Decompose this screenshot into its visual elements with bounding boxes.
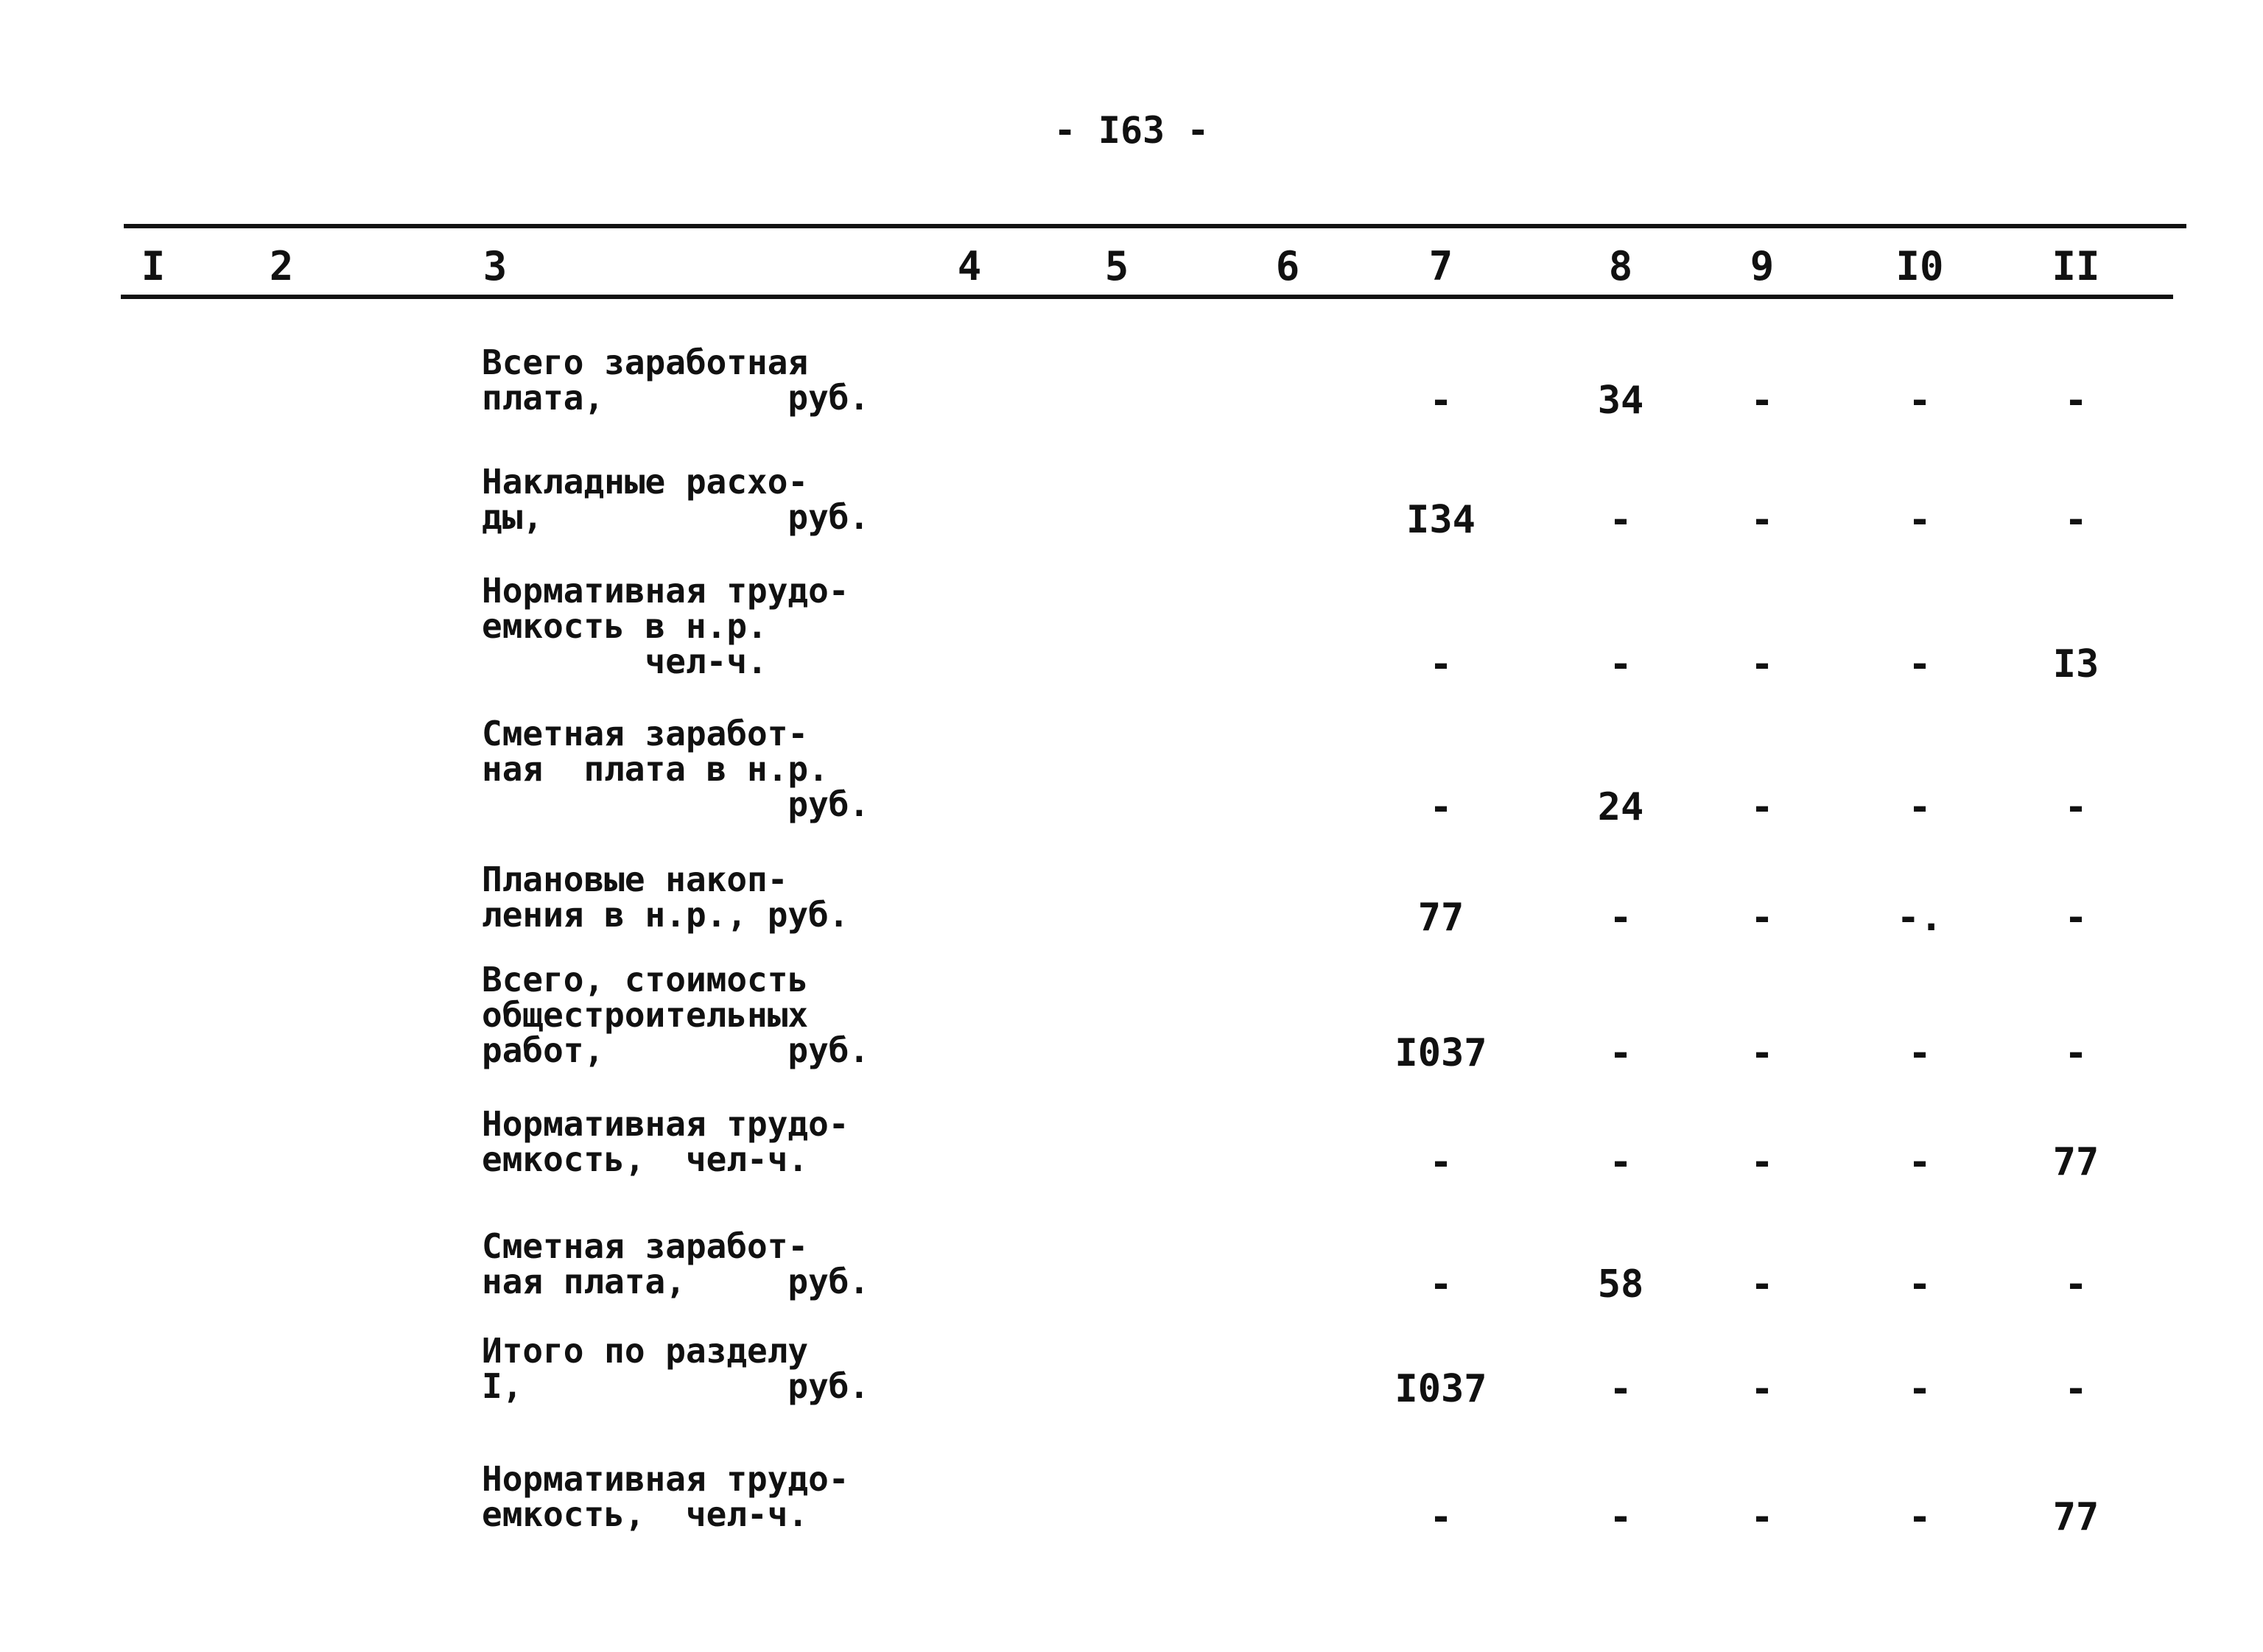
column-header: 9	[1750, 243, 1775, 289]
page-number: - I63 -	[1053, 109, 1210, 152]
cell-col-7: -	[1429, 1140, 1453, 1184]
cell-col-10: -.	[1896, 896, 1943, 940]
row-label	[482, 342, 870, 418]
row-label-line: Итого по разделу	[482, 1331, 809, 1371]
column-header: I	[141, 243, 166, 289]
cell-col-11: I3	[2052, 642, 2099, 686]
cell-col-7: I34	[1406, 498, 1476, 542]
cell-col-11: -	[2064, 1367, 2088, 1411]
cell-col-9: -	[1750, 1140, 1774, 1184]
row-label	[482, 462, 870, 537]
row-label-line: Плановые накоп-	[482, 860, 788, 899]
column-header: II	[2052, 243, 2100, 289]
cell-col-10: -	[1908, 1367, 1932, 1411]
cell-col-7: I037	[1394, 1031, 1487, 1075]
cell-col-11: -	[2064, 785, 2088, 829]
cell-col-8: -	[1609, 1031, 1632, 1075]
cell-col-9: -	[1750, 1367, 1774, 1411]
cell-col-11: -	[2064, 1031, 2088, 1075]
row-label	[482, 860, 865, 935]
cell-col-8: -	[1609, 642, 1632, 686]
table-top-rule	[124, 224, 2186, 228]
row-label-line: чел-ч.	[482, 642, 768, 681]
row-label-line: емкость, чел-ч.	[482, 1139, 809, 1179]
column-header: 4	[957, 243, 982, 289]
cell-col-10: -	[1908, 1140, 1932, 1184]
cell-col-9: -	[1750, 498, 1774, 542]
row-label-line: плата, руб.	[482, 378, 870, 418]
row-label-line: общестроительных	[482, 995, 809, 1035]
cell-col-7: 77	[1417, 896, 1464, 940]
column-header: 7	[1428, 243, 1453, 289]
cell-col-7: -	[1429, 642, 1453, 686]
cell-col-11: -	[2064, 379, 2088, 423]
row-label	[482, 1226, 870, 1301]
cell-col-8: 58	[1597, 1262, 1644, 1307]
cell-col-8: -	[1609, 1495, 1632, 1539]
row-label-line: ная плата, руб.	[482, 1262, 870, 1301]
row-label-line: Нормативная трудо-	[482, 571, 849, 611]
cell-col-9: -	[1750, 379, 1774, 423]
cell-col-9: -	[1750, 642, 1774, 686]
cell-col-7: I037	[1394, 1367, 1487, 1411]
cell-col-11: 77	[2052, 1140, 2099, 1184]
cell-col-10: -	[1908, 1031, 1932, 1075]
cell-col-11: 77	[2052, 1495, 2099, 1539]
cell-col-8: -	[1609, 498, 1632, 542]
row-label	[482, 960, 870, 1070]
row-label-line: Всего заработная	[482, 342, 809, 382]
cell-col-11: -	[2064, 498, 2088, 542]
column-header: 5	[1104, 243, 1129, 289]
cell-col-7: -	[1429, 1495, 1453, 1539]
row-label-line: Нормативная трудо-	[482, 1104, 849, 1144]
cell-col-9: -	[1750, 1495, 1774, 1539]
row-label-line: ная плата в н.р.	[482, 749, 829, 789]
cell-col-10: -	[1908, 642, 1932, 686]
cell-col-9: -	[1750, 1031, 1774, 1075]
column-header: 8	[1608, 243, 1633, 289]
row-label-line: Нормативная трудо-	[482, 1459, 849, 1499]
cell-col-10: -	[1908, 785, 1932, 829]
row-label-line: работ, руб.	[482, 1030, 870, 1070]
cell-col-9: -	[1750, 785, 1774, 829]
table-header-rule	[121, 295, 2173, 299]
cell-col-8: 24	[1597, 785, 1644, 829]
cell-col-10: -	[1908, 1262, 1932, 1307]
cell-col-11: -	[2064, 896, 2088, 940]
cell-col-11: -	[2064, 1262, 2088, 1307]
row-label-line: Сметная заработ-	[482, 714, 809, 753]
row-label-line: I, руб.	[482, 1366, 870, 1406]
cell-col-8: -	[1609, 1140, 1632, 1184]
row-label	[482, 1461, 865, 1532]
cell-col-7: -	[1429, 1262, 1453, 1307]
row-label	[482, 714, 870, 824]
column-header: 3	[483, 243, 508, 289]
row-label-line: емкость в н.р.	[482, 606, 768, 646]
cell-col-7: -	[1429, 379, 1453, 423]
cell-col-10: -	[1908, 1495, 1932, 1539]
row-label-line: Накладные расхо-	[482, 462, 809, 502]
row-label-line: Всего, стоимость	[482, 960, 809, 999]
cell-col-9: -	[1750, 896, 1774, 940]
row-label	[482, 1331, 870, 1406]
row-label	[482, 1106, 865, 1177]
row-label	[482, 573, 865, 679]
cell-col-10: -	[1908, 379, 1932, 423]
column-header: 6	[1275, 243, 1300, 289]
column-header: 2	[269, 243, 294, 289]
cell-col-10: -	[1908, 498, 1932, 542]
cell-col-9: -	[1750, 1262, 1774, 1307]
cell-col-8: 34	[1597, 379, 1644, 423]
cell-col-8: -	[1609, 1367, 1632, 1411]
row-label-line: ды, руб.	[482, 497, 870, 537]
row-label-line: руб.	[482, 784, 870, 824]
column-header: I0	[1895, 243, 1944, 289]
cell-col-8: -	[1609, 896, 1632, 940]
row-label-line: ления в н.р., руб.	[482, 895, 849, 935]
row-label-line: Сметная заработ-	[482, 1226, 809, 1266]
row-label-line: емкость, чел-ч.	[482, 1494, 809, 1534]
cell-col-7: -	[1429, 785, 1453, 829]
